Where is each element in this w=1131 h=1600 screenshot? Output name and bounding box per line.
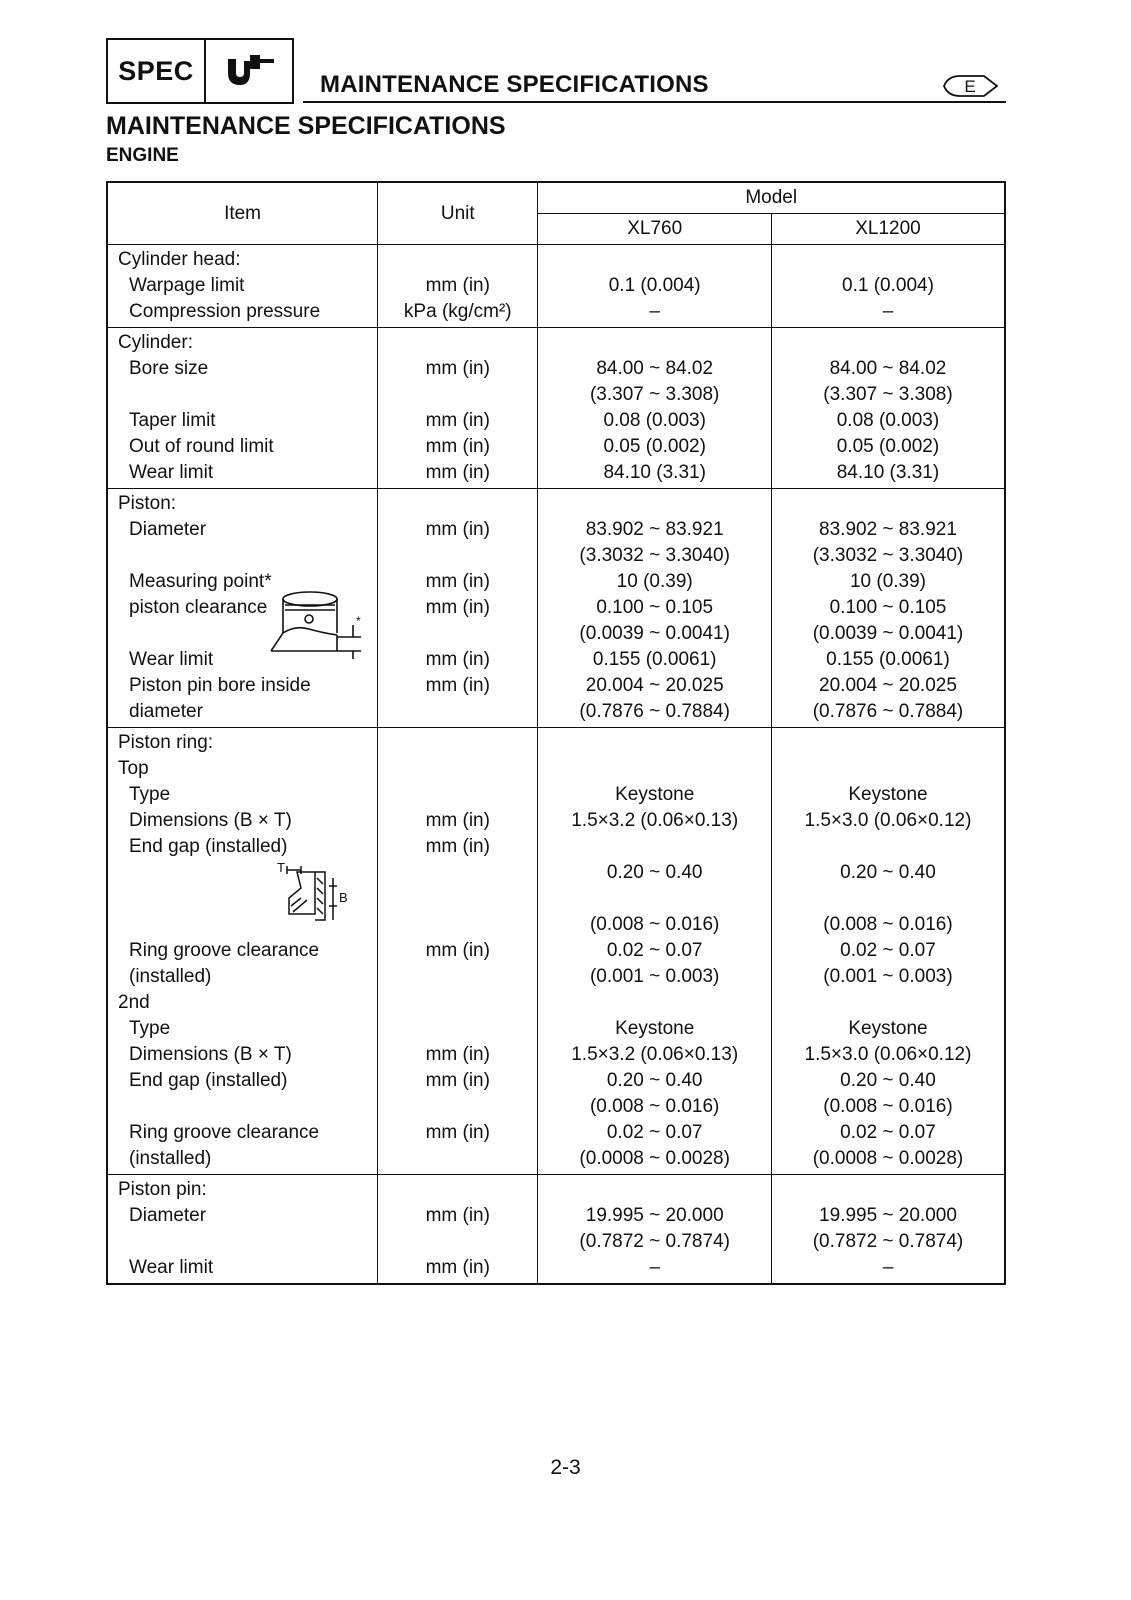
row-item: Wear limit [129,1257,214,1278]
row-value-xl1200: – [771,299,1005,328]
row-item: Dimensions (B × T) [129,1044,292,1065]
table-row [107,860,1005,912]
row-item: Warpage limit [129,275,245,296]
header-rule [303,101,1006,103]
row-item: End gap (installed) [129,836,288,857]
header-item: Item [107,182,378,245]
table-row [107,273,1005,299]
row-unit: mm (in) [378,1042,538,1068]
row-unit: mm (in) [378,273,538,299]
row-value-xl760 [538,990,772,1016]
row-unit [378,1146,538,1175]
row-item: 2nd [118,992,150,1013]
row-unit [378,728,538,757]
row-value-xl1200: 20.004 ~ 20.025 [771,673,1005,699]
row-item: Piston: [118,493,177,514]
row-unit: mm (in) [378,808,538,834]
row-value-xl760: 19.995 ~ 20.000 [538,1203,772,1229]
table-row [107,1016,1005,1042]
row-value-xl1200: Keystone [771,1016,1005,1042]
row-value-xl1200: 0.20 ~ 0.40 [771,860,1005,912]
row-unit: mm (in) [378,673,538,699]
table-row [107,782,1005,808]
row-item [107,1229,378,1255]
row-value-xl1200 [771,489,1005,518]
row-value-xl760: 10 (0.39) [538,569,772,595]
row-item [107,1094,378,1120]
row-value-xl1200: (0.7876 ~ 0.7884) [771,699,1005,728]
row-item: Measuring point* [129,571,272,592]
row-unit: mm (in) [378,647,538,673]
row-value-xl1200 [771,756,1005,782]
table-row [107,1120,1005,1146]
row-item: diameter [129,701,203,722]
row-item: Ring groove clearance [129,1122,320,1143]
table-row [107,621,1005,647]
spec-group [107,328,1005,489]
row-value-xl1200: (3.307 ~ 3.308) [771,382,1005,408]
table-row [107,299,1005,328]
table-row [107,595,1005,621]
header-model-xl1200: XL1200 [771,214,1005,245]
row-value-xl1200: – [771,1255,1005,1284]
row-value-xl1200: 0.100 ~ 0.105 [771,595,1005,621]
piston-star-label: * [356,614,361,628]
table-row [107,382,1005,408]
table-row [107,1255,1005,1284]
row-item: Cylinder: [118,332,193,353]
row-item: Type [129,784,171,805]
row-value-xl760: 0.20 ~ 0.40 [538,860,772,912]
row-value-xl1200 [771,1175,1005,1204]
table-row [107,990,1005,1016]
row-value-xl1200: (0.0008 ~ 0.0028) [771,1146,1005,1175]
language-badge [940,74,1000,98]
table-row [107,356,1005,382]
piston-diagram-icon [265,585,365,665]
row-item: Out of round limit [129,436,274,457]
row-value-xl760: 0.1 (0.004) [538,273,772,299]
row-unit [378,245,538,274]
row-value-xl1200 [771,834,1005,860]
spec-tab [106,38,294,104]
table-row [107,834,1005,860]
table-row [107,673,1005,699]
table-row [107,756,1005,782]
row-unit [378,1229,538,1255]
row-value-xl760 [538,245,772,274]
table-row [107,1229,1005,1255]
row-unit: mm (in) [378,569,538,595]
row-item: Piston ring: [118,732,214,753]
row-value-xl1200 [771,728,1005,757]
row-value-xl1200: Keystone [771,782,1005,808]
row-value-xl1200: (0.001 ~ 0.003) [771,964,1005,990]
table-row [107,543,1005,569]
row-unit: mm (in) [378,1120,538,1146]
row-unit [378,860,538,912]
row-value-xl760: 20.004 ~ 20.025 [538,673,772,699]
table-row [107,434,1005,460]
row-value-xl760 [538,728,772,757]
spec-group [107,1175,1005,1285]
row-item: Cylinder head: [118,249,241,270]
row-item: (installed) [129,966,212,987]
row-unit [378,1016,538,1042]
spec-group [107,245,1005,328]
ring-t-label: T [277,860,285,875]
row-value-xl1200: (0.008 ~ 0.016) [771,1094,1005,1120]
maintenance-spec-table [106,181,1006,1285]
row-item: Type [129,1018,171,1039]
row-item: Diameter [129,1205,207,1226]
table-row [107,1175,1005,1204]
section-title: ENGINE [106,145,179,166]
row-value-xl1200: 0.02 ~ 0.07 [771,1120,1005,1146]
row-value-xl1200: 84.10 (3.31) [771,460,1005,489]
row-value-xl760: 0.02 ~ 0.07 [538,938,772,964]
row-value-xl760: Keystone [538,1016,772,1042]
row-value-xl760 [538,328,772,357]
ring-section-diagram-icon [267,858,367,928]
table-row [107,517,1005,543]
row-item: Piston pin: [118,1179,207,1200]
row-value-xl760: 1.5×3.2 (0.06×0.13) [538,1042,772,1068]
row-value-xl760: 0.02 ~ 0.07 [538,1120,772,1146]
row-unit: mm (in) [378,434,538,460]
row-unit: mm (in) [378,517,538,543]
row-value-xl760 [538,834,772,860]
row-unit [378,1094,538,1120]
row-value-xl1200 [771,990,1005,1016]
row-value-xl1200: 0.02 ~ 0.07 [771,938,1005,964]
row-item: (installed) [129,1148,212,1169]
row-value-xl1200: 1.5×3.0 (0.06×0.12) [771,1042,1005,1068]
row-value-xl1200: (0.0039 ~ 0.0041) [771,621,1005,647]
row-unit: mm (in) [378,938,538,964]
header-model-xl760: XL760 [538,214,772,245]
table-row [107,460,1005,489]
row-item: Taper limit [129,410,216,431]
table-row [107,964,1005,990]
row-value-xl1200: (0.008 ~ 0.016) [771,912,1005,938]
row-value-xl760: 1.5×3.2 (0.06×0.13) [538,808,772,834]
row-unit: mm (in) [378,1203,538,1229]
table-row [107,699,1005,728]
header-unit: Unit [378,182,538,245]
row-unit: mm (in) [378,408,538,434]
row-unit [378,489,538,518]
table-row [107,808,1005,834]
table-row [107,1094,1005,1120]
row-value-xl760: (0.008 ~ 0.016) [538,1094,772,1120]
row-value-xl760: 0.155 (0.0061) [538,647,772,673]
row-value-xl760 [538,489,772,518]
row-unit [378,699,538,728]
row-value-xl760: (0.001 ~ 0.003) [538,964,772,990]
row-value-xl1200: (3.3032 ~ 3.3040) [771,543,1005,569]
table-row [107,489,1005,518]
row-unit [378,382,538,408]
row-value-xl1200: 10 (0.39) [771,569,1005,595]
row-value-xl760: – [538,299,772,328]
row-unit [378,990,538,1016]
row-value-xl1200: 0.20 ~ 0.40 [771,1068,1005,1094]
row-value-xl760 [538,1175,772,1204]
row-value-xl760: 0.20 ~ 0.40 [538,1068,772,1094]
row-value-xl760: (0.008 ~ 0.016) [538,912,772,938]
row-item [107,382,378,408]
row-value-xl760: 0.08 (0.003) [538,408,772,434]
row-value-xl760: 84.00 ~ 84.02 [538,356,772,382]
row-unit: mm (in) [378,595,538,621]
row-value-xl760: (0.0039 ~ 0.0041) [538,621,772,647]
row-value-xl760: Keystone [538,782,772,808]
row-item [107,543,378,569]
spec-group [107,489,1005,728]
table-row [107,328,1005,357]
header-model: Model [538,182,1005,214]
row-value-xl760: 0.05 (0.002) [538,434,772,460]
row-value-xl760: (0.7872 ~ 0.7874) [538,1229,772,1255]
row-unit [378,756,538,782]
row-value-xl1200: 0.08 (0.003) [771,408,1005,434]
row-unit: mm (in) [378,1068,538,1094]
header-title: MAINTENANCE SPECIFICATIONS [320,71,709,98]
row-item: Piston pin bore inside [129,675,311,696]
row-value-xl1200 [771,328,1005,357]
row-unit [378,964,538,990]
row-item: Ring groove clearance [129,940,320,961]
table-row [107,1068,1005,1094]
row-value-xl760: 84.10 (3.31) [538,460,772,489]
row-unit: mm (in) [378,1255,538,1284]
wrench-icon [206,40,292,102]
row-value-xl760 [538,756,772,782]
table-row [107,912,1005,938]
table-row [107,1146,1005,1175]
row-value-xl1200: 83.902 ~ 83.921 [771,517,1005,543]
row-value-xl1200: 0.05 (0.002) [771,434,1005,460]
row-item: piston clearance [129,597,268,618]
language-letter: E [964,77,976,96]
table-row [107,408,1005,434]
row-value-xl760: 0.100 ~ 0.105 [538,595,772,621]
table-row [107,569,1005,595]
table-row [107,1042,1005,1068]
row-item: Bore size [129,358,209,379]
row-item: Compression pressure [129,301,321,322]
table-row [107,938,1005,964]
row-value-xl1200: (0.7872 ~ 0.7874) [771,1229,1005,1255]
row-item: Top [118,758,149,779]
page-title: MAINTENANCE SPECIFICATIONS [106,112,506,140]
row-value-xl1200: 0.1 (0.004) [771,273,1005,299]
row-unit: mm (in) [378,356,538,382]
table-row [107,245,1005,274]
row-unit: kPa (kg/cm²) [378,299,538,328]
row-unit: mm (in) [378,834,538,860]
spec-label: SPEC [108,40,206,102]
row-item: End gap (installed) [129,1070,288,1091]
table-row [107,728,1005,757]
row-unit [378,782,538,808]
row-value-xl760: (3.307 ~ 3.308) [538,382,772,408]
row-item: Wear limit [129,462,214,483]
table-row [107,1203,1005,1229]
row-value-xl1200 [771,245,1005,274]
row-unit [378,328,538,357]
row-value-xl1200: 19.995 ~ 20.000 [771,1203,1005,1229]
page-number: 2-3 [550,1456,581,1479]
row-value-xl760: (0.0008 ~ 0.0028) [538,1146,772,1175]
row-unit [378,621,538,647]
row-value-xl760: – [538,1255,772,1284]
table-row [107,647,1005,673]
row-item: Wear limit [129,649,214,670]
row-value-xl1200: 84.00 ~ 84.02 [771,356,1005,382]
spec-group [107,728,1005,1175]
row-item: Diameter [129,519,207,540]
row-value-xl1200: 1.5×3.0 (0.06×0.12) [771,808,1005,834]
row-unit: mm (in) [378,460,538,489]
ring-b-label: B [339,890,348,905]
row-unit [378,912,538,938]
row-unit [378,1175,538,1204]
row-value-xl760: 83.902 ~ 83.921 [538,517,772,543]
row-value-xl1200: 0.155 (0.0061) [771,647,1005,673]
row-unit [378,543,538,569]
row-value-xl760: (0.7876 ~ 0.7884) [538,699,772,728]
row-item: Dimensions (B × T) [129,810,292,831]
row-value-xl760: (3.3032 ~ 3.3040) [538,543,772,569]
